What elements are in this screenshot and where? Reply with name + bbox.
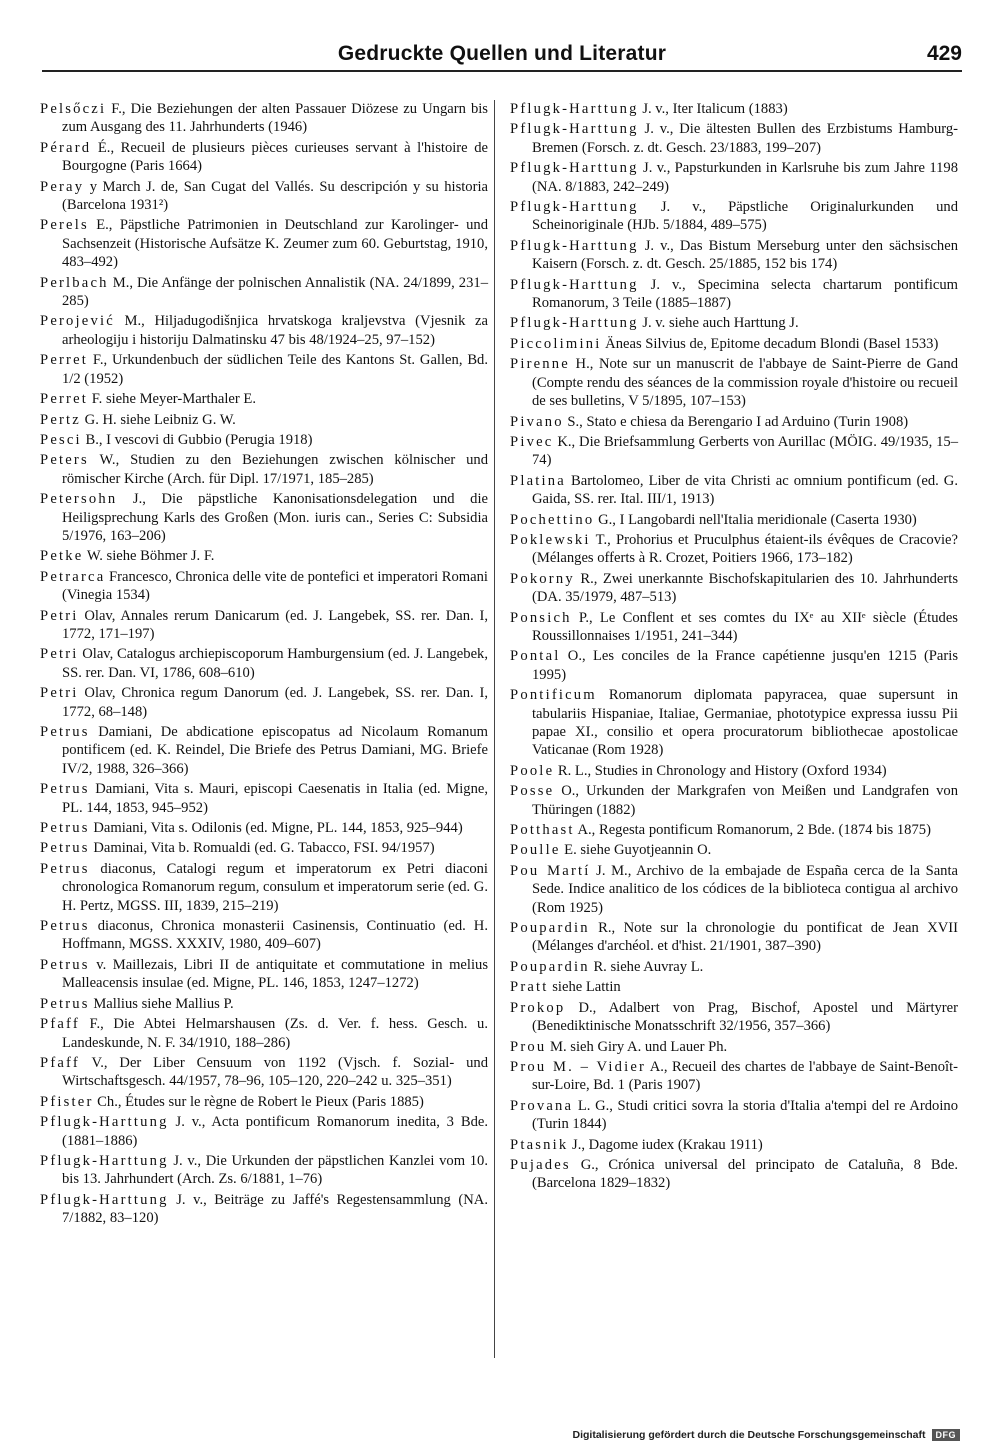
bibliography-entry [510,335,958,353]
bibliography-entry [510,978,958,996]
entry-text: Daminai, Vita b. Romualdi (ed. G. Tabacco, FSI. 94/1957) [89,840,435,857]
entry-author: Prou M. – Vidier [510,1058,647,1075]
entry-author: Petrus [40,840,90,857]
column-divider [494,100,495,1358]
bibliography-entry [510,862,958,917]
header-rule [42,70,962,72]
entry-text: Francesco, Chronica delle vite de pontefici et imperatori Romani (Vinegia 1534) [62,568,488,604]
entry-author: Provana [510,1097,574,1114]
bibliography-entry [510,999,958,1036]
bibliography-entry [40,956,488,993]
entry-text: J. v., Specimina selecta chartarum pontificum Romanorum, 3 Teile (1885–1887) [532,276,958,312]
entry-author: Pflugk-Harttung [510,199,639,216]
entry-text: y March J. de, San Cugat del Vallés. Su descripción y su historia (Barcelona 1931²) [62,178,488,214]
entry-author: Pivec [510,433,554,450]
entry-text: siehe Lattin [548,979,621,996]
entry-author: Pérard [40,139,92,156]
bibliography-entry [40,723,488,778]
entry-author: Pratt [510,979,549,996]
bibliography-entry [40,274,488,311]
entry-author: Pflugk-Harttung [510,276,639,293]
entry-text: J. v., Papsturkunden in Karlsruhe bis zum Jahre 1198 (NA. 8/1883, 242–249) [532,160,958,195]
entry-text: É., Recueil de plusieurs pièces curieuses servant à l'histoire de Bourgogne (Paris 1664) [62,139,488,175]
page-title: Gedruckte Quellen und Literatur [337,42,667,65]
entry-text: L. G., Studi critici sovra la storia d'Italia a'tempi del re Ardoino (Turin 1844) [532,1097,958,1133]
right-column [510,100,958,1195]
bibliography-entry [40,1054,488,1091]
bibliography-entry [510,198,958,235]
entry-text: Olav, Catalogus archiepiscoporum Hamburgensium (ed. J. Langebek, SS. rer. Dan. VI, 1786, 608–610) [62,646,488,681]
bibliography-entry [510,647,958,684]
entry-author: Petersohn [40,491,118,508]
entry-text: W., Studien zu den Beziehungen zwischen kölnischer und römischer Kirche (Arch. für Dipl. 17/1971, 185–285) [62,452,488,487]
bibliography-entry [510,958,958,976]
entry-text: J. v., Iter Italicum (1883) [638,101,788,117]
entry-author: Perojević [40,313,115,330]
entry-author: Petrus [40,724,90,740]
entry-text: P., Le Conflent et ses comtes du IXᵉ au XIIᵉ siècle (Études Roussillonnaises 1/1951, 241–344) [532,609,958,644]
entry-author: Prou [510,1038,547,1055]
entry-text: J., Die päpstliche Kanonisationsdelegation und die Heiligsprechung Karls des Großen (Mon. iuris can., Series C: Subsidia 5/1976, 163–206) [62,491,488,544]
entry-text: J. v., Das Bistum Merseburg unter den sächsischen Kaisern (Forsch. z. dt. Gesch. 25/1885, 152 bis 174) [532,237,958,273]
entry-author: Perlbach [40,274,109,291]
bibliography-entry [40,1093,488,1111]
entry-text: J. v., Die ältesten Bullen des Erzbistums Hamburg-Bremen (Forsch. z. dt. Gesch. 23/1883, 199–207) [532,121,958,156]
bibliography-entry [40,216,488,271]
dfg-logo: DFG [932,1429,961,1441]
entry-author: Peray [40,178,85,195]
bibliography-entry [40,312,488,349]
entry-text: Romanorum diplomata papyracea, quae supersunt in tabulariis Hispaniae, Italiae, Germaniae, phototypice expressa iussu Pii papae XI., consilio et opera procuratorum bibliothecae apostolicae Vaticanae (Rom 1928) [532,687,958,759]
bibliography-entry [510,1058,958,1095]
left-column [40,100,488,1230]
bibliography-entry [40,860,488,915]
entry-text: R., Zwei unerkannte Bischofskapitularien des 10. Jahrhunderts (DA. 35/1979, 487–513) [532,570,958,606]
entry-text: A., Recueil des chartes de l'abbaye de Saint-Benoît-sur-Loire, Bd. 1 (Paris 1907) [532,1058,958,1094]
entry-author: Pivano [510,413,564,430]
bibliography-entry [40,568,488,605]
entry-author: Pontal [510,648,561,665]
entry-author: Petrus [40,781,90,798]
bibliography-entry [510,413,958,431]
entry-text: G., Crónica universal del principato de Cataluña, 8 Bde. (Barcelona 1829–1832) [532,1156,958,1192]
entry-text: O., Les conciles de la France capétienne jusqu'en 1215 (Paris 1995) [532,648,958,683]
bibliography-entry [510,609,958,646]
bibliography-entry [40,1113,488,1150]
entry-author: Peters [40,452,89,469]
entry-author: Petke [40,548,84,565]
entry-author: Poklewski [510,531,591,548]
entry-text: A., Regesta pontificum Romanorum, 2 Bde. (1874 bis 1875) [574,822,931,839]
bibliography-entry [510,237,958,274]
entry-text: Bartolomeo, Liber de vita Christi ac omnium pontificum (ed. G. Gaida, SS. rer. Ital. III/1, 1913) [532,472,958,508]
bibliography-entry [40,780,488,817]
entry-text: R. L., Studies in Chronology and History (Oxford 1934) [554,762,887,779]
entry-text: J. v., Päpstliche Originalurkunden und Scheinoriginale (HJb. 5/1884, 489–575) [532,199,958,234]
entry-author: Pujades [510,1156,571,1173]
entry-author: Pfister [40,1093,94,1110]
entry-text: J. M., Archivo de la embajade de España cerca de la Santa Sede. Indice analitico de los códices de la biblioteca contigua al archivo (Rom 1925) [532,862,958,916]
entry-text: D., Adalbert von Prag, Bischof, Apostel und Märtyrer (Benediktinische Monatsschrift 32/1956, 357–366) [532,999,958,1035]
entry-text: G. H. siehe Leibniz G. W. [81,411,236,428]
bibliography-entry [40,1015,488,1052]
bibliography-entry [40,607,488,644]
entry-text: E. siehe Guyotjeannin O. [560,842,712,859]
entry-author: Petrarca [40,568,106,585]
bibliography-entry [510,919,958,956]
entry-text: Damiani, Vita s. Odilonis (ed. Migne, PL. 144, 1853, 925–944) [89,820,463,837]
entry-author: Platina [510,472,566,489]
entry-text: J. v., Die Urkunden der päpstlichen Kanzlei vom 10. bis 13. Jahrhundert (Arch. Zs. 6/1881, 1–76) [62,1152,488,1188]
entry-text: J. v. siehe auch Harttung J. [638,315,799,332]
entry-author: Pflugk-Harttung [40,1114,169,1131]
bibliography-entry [40,1152,488,1189]
entry-author: Perels [40,217,89,234]
bibliography-entry [510,159,958,196]
entry-author: Pou Martí [510,862,591,879]
bibliography-entry [510,1097,958,1134]
entry-text: Ch., Études sur le règne de Robert le Pieux (Paris 1885) [93,1093,424,1110]
entry-author: Pochettino [510,511,595,528]
entry-author: Petrus [40,820,90,837]
entry-author: Potthast [510,822,575,839]
entry-text: M., Die Anfänge der polnischen Annalistik (NA. 24/1899, 231–285) [62,274,488,310]
entry-text: M., Hiljadugodišnjica hrvatskoga kraljevstva (Vjesnik za arheologiju i historiju Dalmatinsku 47 bis 48/1924–25, 97–152) [62,313,488,348]
entry-text: E., Päpstliche Patrimonien in Deutschland zur Karolinger- und Sachsenzeit (Historische Aufsätze K. Zeumer zum 60. Geburtstag, 1910, 483–492) [62,217,488,271]
bibliography-entry [510,1136,958,1154]
entry-author: Pesci [40,431,82,448]
entry-author: Petrus [40,860,90,877]
bibliography-entry [510,570,958,607]
bibliography-entry [510,355,958,410]
bibliography-entry [510,314,958,332]
bibliography-entry [510,433,958,470]
entry-text: M. sieh Giry A. und Lauer Ph. [546,1038,728,1055]
entry-text: J. v., Beiträge zu Jaffé's Regestensammlung (NA. 7/1882, 83–120) [62,1191,488,1227]
entry-text: Damiani, Vita s. Mauri, episcopi Caesenatis in Italia (ed. Migne, PL. 144, 1853, 945–952) [62,781,488,816]
bibliography-entry [40,645,488,682]
entry-author: Perret [40,391,89,408]
page-number: 429 [926,42,962,65]
bibliography-entry [40,431,488,449]
entry-text: F., Die Beziehungen der alten Passauer Diözese zu Ungarn bis zum Ausgang des 11. Jahrhunderts (1946) [62,101,488,136]
bibliography-entry [510,1038,958,1056]
bibliography-entry [40,100,488,137]
entry-author: Poupardin [510,958,590,975]
entry-text: diaconus, Catalogi regum et imperatorum ex Petri diaconi chronologica Romanorum regum, consulum et imperatorum serie (ed. G. H. Pertz, MGSS. III, 1839, 215–219) [62,860,488,914]
bibliography-entry [510,531,958,568]
entry-author: Pokorny [510,570,575,587]
bibliography-entry [510,782,958,819]
entry-text: T., Prohorius et Pruculphus étaient-ils évêques de Cracovie? (Mélanges offerts à R. Crozet, Poitiers 1966, 173–182) [532,531,958,567]
bibliography-entry [510,841,958,859]
entry-author: Pontificum [510,687,597,704]
entry-author: Pertz [40,411,81,428]
entry-author: Petri [40,607,79,624]
entry-author: Petri [40,646,79,663]
entry-author: Pfaff [40,1016,80,1033]
entry-author: Pelsőczi [40,101,107,117]
entry-author: Pfaff [40,1054,80,1071]
bibliography-entry [510,120,958,157]
entry-text: J. v., Acta pontificum Romanorum inedita, 3 Bde. (1881–1886) [62,1114,488,1149]
entry-text: v. Maillezais, Libri II de antiquitate et commutatione in melius Malleacensis insulae (ed. Migne, PL. 146, 1853, 1247–1272) [62,956,488,992]
entry-text: H., Note sur un manuscrit de l'abbaye de Saint-Pierre de Gand (Compte rendu des séances de la commission royale d'histoire ou recueil de ses bulletins, V 5/1895, 107–153) [532,356,958,410]
bibliography-entry [40,819,488,837]
footer [573,1426,960,1444]
bibliography-entry [40,684,488,721]
bibliography-entry [510,276,958,313]
page-header [42,40,962,74]
bibliography-entry [40,917,488,954]
entry-author: Perret [40,352,89,369]
entry-text: Äneas Silvius de, Epitome decadum Blondi (Basel 1533) [601,335,939,352]
entry-text: F., Urkundenbuch der südlichen Teile des Kantons St. Gallen, Bd. 1/2 (1952) [62,352,488,387]
entry-text: K., Die Briefsammlung Gerberts von Aurillac (MÖIG. 49/1935, 15–74) [532,433,958,469]
entry-author: Pirenne [510,356,570,373]
entry-author: Pflugk-Harttung [510,160,639,177]
entry-text: Olav, Chronica regum Danorum (ed. J. Langebek, SS. rer. Dan. I, 1772, 68–148) [62,685,488,720]
entry-author: Ponsich [510,609,572,626]
entry-text: O., Urkunden der Markgrafen von Meißen und Landgrafen von Thüringen (1882) [532,783,958,818]
bibliography-entry [40,547,488,565]
entry-author: Petrus [40,918,90,935]
entry-text: S., Stato e chiesa da Berengario I ad Arduino (Turin 1908) [563,413,909,430]
entry-author: Pflugk-Harttung [510,315,639,332]
bibliography-entry [40,351,488,388]
entry-author: Poulle [510,842,561,859]
bibliography-entry [40,139,488,176]
entry-text: R. siehe Auvray L. [589,958,704,975]
entry-author: Pflugk-Harttung [510,101,639,117]
bibliography-entry [510,100,958,118]
bibliography-entry [40,390,488,408]
entry-author: Pflugk-Harttung [510,121,639,138]
bibliography-entry [510,1156,958,1193]
bibliography-entry [510,762,958,780]
entry-author: Ptasnik [510,1136,569,1153]
entry-text: F. siehe Meyer-Marthaler E. [88,391,256,408]
bibliography-entry [510,821,958,839]
entry-text: W. siehe Böhmer J. F. [83,548,215,565]
entry-author: Petri [40,685,79,702]
footer-text: Digitalisierung gefördert durch die Deutsche Forschungsgemeinschaft [572,1429,926,1441]
entry-author: Pflugk-Harttung [40,1191,169,1208]
bibliography-entry [40,839,488,857]
entry-text: J., Dagome iudex (Krakau 1911) [568,1136,763,1153]
entry-author: Pflugk-Harttung [510,237,639,254]
entry-text: V., Der Liber Censuum von 1192 (Vjsch. f. Sozial- und Wirtschaftsgesch. 44/1957, 78–96, 105–120, 220–242 u. 325–351) [62,1054,488,1090]
bibliography-entry [40,1191,488,1228]
entry-text: diaconus, Chronica monasterii Casinensis, Continuatio (ed. H. Hoffmann, MGSS. XXXIV, 1980, 409–607) [62,918,488,953]
entry-author: Petrus [40,995,90,1012]
entry-text: R., Note sur la chronologie du pontificat de Jean XVII (Mélanges d'archéol. et d'hist. 21/1901, 387–390) [532,920,958,955]
bibliography-entry [40,451,488,488]
entry-text: B., I vescovi di Gubbio (Perugia 1918) [81,431,313,448]
entry-text: G., I Langobardi nell'Italia meridionale (Caserta 1930) [594,511,917,528]
entry-author: Poole [510,762,555,779]
entry-author: Petrus [40,956,90,973]
bibliography-entry [40,490,488,545]
bibliography-entry [510,511,958,529]
entry-text: F., Die Abtei Helmarshausen (Zs. d. Ver. f. hess. Gesch. u. Landeskunde, N. F. 34/1910, 188–286) [62,1016,488,1051]
entry-text: Mallius siehe Mallius P. [89,995,234,1012]
entry-text: Damiani, De abdicatione episcopatus ad Nicolaum Romanum pontificem (ed. K. Reindel, Die Briefe des Petrus Damiani, MG. Briefe IV/2, 1988, 326–366) [62,724,488,777]
entry-author: Prokop [510,999,566,1016]
bibliography-entry [510,472,958,509]
bibliography-entry [40,995,488,1013]
bibliography-entry [40,178,488,215]
entry-text: Olav, Annales rerum Danicarum (ed. J. Langebek, SS. rer. Dan. I, 1772, 171–197) [62,607,488,642]
entry-author: Posse [510,783,555,800]
entry-author: Poupardin [510,920,590,937]
bibliography-entry [40,411,488,429]
bibliography-entry [510,686,958,760]
entry-author: Pflugk-Harttung [40,1152,169,1169]
entry-author: Piccolimini [510,335,602,352]
